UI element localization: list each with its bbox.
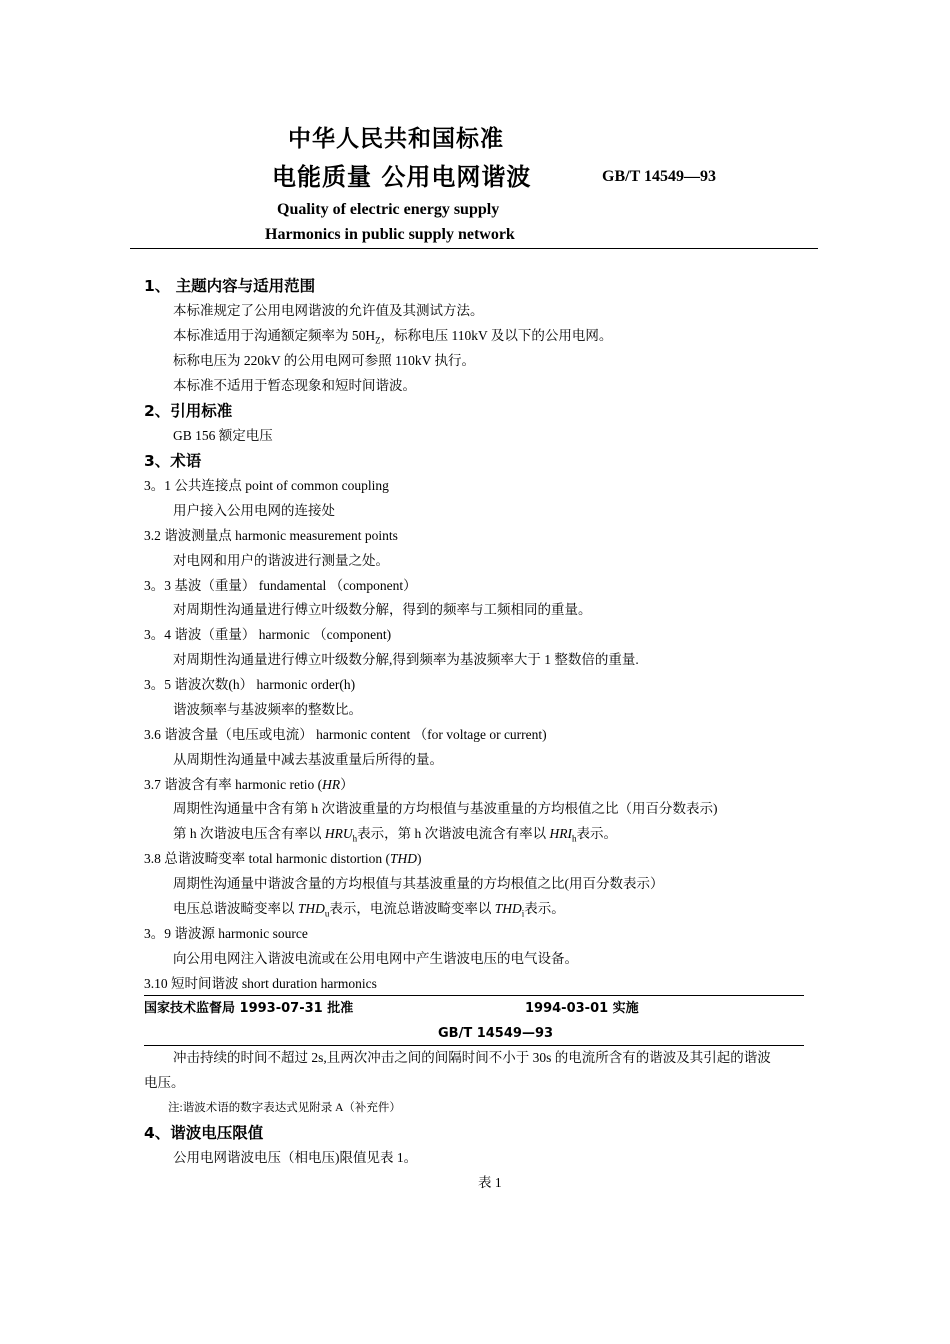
effective-date-text: 1994-03-01 实施 [525, 1001, 639, 1016]
approval-text: 国家技术监督局 1993-07-31 批准 [144, 1001, 354, 1016]
english-title-line2: Harmonics in public supply network [265, 226, 515, 243]
page-header-code: GB/T 14549—93 [438, 1026, 554, 1041]
footer-divider-bottom [144, 1045, 804, 1046]
section1-paragraph: 本标准适用于沟通额定频率为 $50H_Z$，标称电压 110kV 及以下的公用电网。 [173, 328, 613, 346]
document-subtitle: 电能质量 公用电网谐波 [272, 163, 532, 191]
term-title: 3。5 谐波次数(h） harmonic order(h) [144, 677, 356, 692]
term-definition: 第 h 次谐波电压含有率以 $HRU_h$表示，第 h 次谐波电流含有率以 $HRI_h$表示。 [173, 826, 617, 844]
header-divider [130, 248, 818, 249]
term-title: 3。9 谐波源 harmonic source [144, 926, 308, 941]
term-title: 3。4 谐波（重量） harmonic （component) [144, 627, 392, 642]
term-title: 3.6 谐波含量（电压或电流） harmonic content （for voltage or current) [144, 727, 547, 742]
term-definition: 谐波频率与基波频率的整数比。 [173, 702, 362, 717]
table-caption: 表 1 [478, 1175, 502, 1190]
term-definition: 用户接入公用电网的连接处 [173, 503, 335, 518]
section1-paragraph: 本标准不适用于暂态现象和短时间谐波。 [173, 378, 416, 393]
term-title: 3。1 公共连接点 point of common coupling [144, 478, 389, 493]
term-title: 3.7 谐波含有率 harmonic retio (HR） [144, 777, 354, 792]
section4-paragraph: 公用电网谐波电压（相电压)限值见表 1。 [173, 1150, 418, 1165]
footer-divider-top [144, 995, 804, 996]
english-title-line1: Quality of electric energy supply [277, 201, 500, 218]
term-title: 3.8 总谐波畸变率 total harmonic distortion (THD) [144, 851, 422, 866]
section1-paragraph: 本标准规定了公用电网谐波的允许值及其测试方法。 [173, 303, 484, 318]
term-definition: 周期性沟通量中谐波含量的方均根值与其基波重量的方均根值之比(用百分数表示） [173, 876, 664, 891]
document-title: 中华人民共和国标准 [288, 126, 504, 152]
section2-paragraph: GB 156 额定电压 [173, 428, 273, 443]
term-title: 3.10 短时间谐波 short duration harmonics [144, 976, 377, 991]
section4-heading: 4、谐波电压限值 [144, 1124, 264, 1142]
term-title: 3.2 谐波测量点 harmonic measurement points [144, 528, 398, 543]
term-definition: 对周期性沟通量进行傅立叶级数分解，得到的频率与工频相同的重量。 [173, 602, 592, 617]
term-definition: 周期性沟通量中含有第 h 次谐波重量的方均根值与基波重量的方均根值之比（用百分数表示) [173, 801, 718, 816]
section1-heading: 1、 主题内容与适用范围 [144, 277, 316, 295]
term-definition: 对电网和用户的谐波进行测量之处。 [173, 553, 389, 568]
term-definition: 电压总谐波畸变率以 $THD_u$表示，电流总谐波畸变率以 $THD_i$表示。 [173, 901, 565, 919]
term-title: 3。3 基波（重量） fundamental （component） [144, 578, 417, 593]
section3-heading: 3、术语 [144, 452, 202, 470]
section2-heading: 2、引用标准 [144, 402, 233, 420]
continuation-paragraph: 冲击持续的时间不超过 2s,且两次冲击之间的间隔时间不小于 30s 的电流所含有的谐波及其引起的谐波 [173, 1050, 771, 1065]
section1-paragraph: 标称电压为 220kV 的公用电网可参照 110kV 执行。 [173, 353, 476, 368]
term-definition: 从周期性沟通量中减去基波重量后所得的量。 [173, 752, 443, 767]
standard-code: GB/T 14549—93 [602, 168, 716, 185]
term-definition: 向公用电网注入谐波电流或在公用电网中产生谐波电压的电气设备。 [173, 951, 578, 966]
note-text: 注:谐波术语的数字表达式见附录 A（补充件） [168, 1102, 401, 1114]
term-definition: 对周期性沟通量进行傅立叶级数分解,得到频率为基波频率大于 1 整数倍的重量. [173, 652, 639, 667]
continuation-paragraph: 电压。 [144, 1075, 185, 1090]
